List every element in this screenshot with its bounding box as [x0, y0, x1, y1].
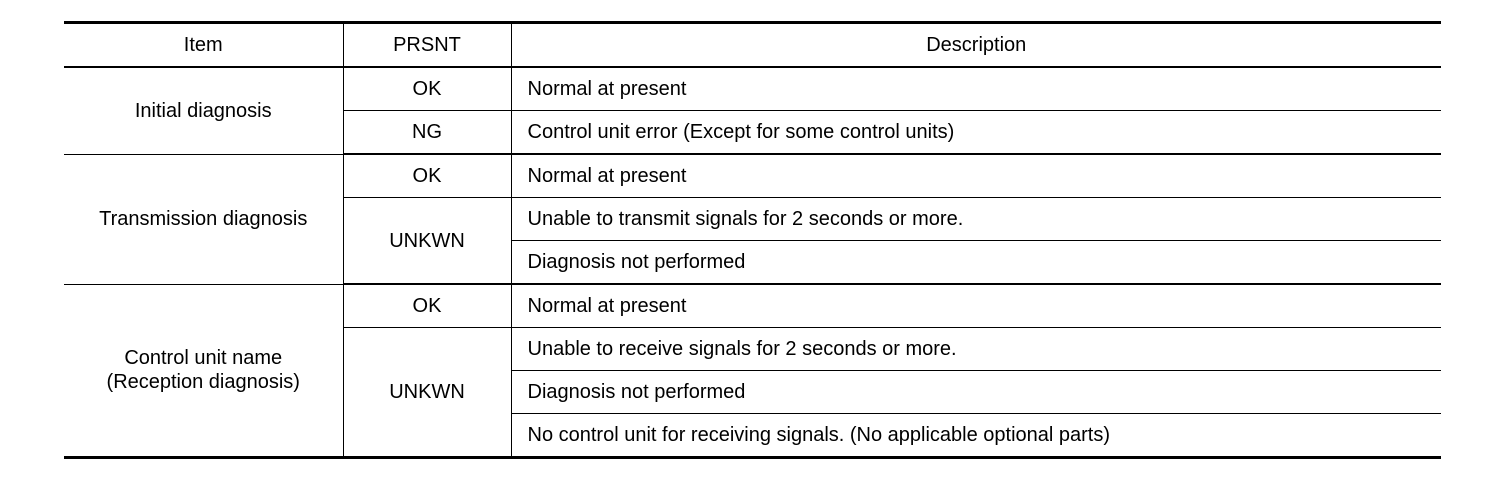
header-row	[64, 23, 1441, 68]
prsnt-cell: UNKWN	[343, 328, 511, 458]
item-reception-diagnosis	[64, 284, 343, 458]
description-cell: Unable to receive signals for 2 seconds or more.	[511, 328, 1441, 371]
table-row	[64, 154, 1441, 198]
description-cell: Unable to transmit signals for 2 seconds or more.	[511, 198, 1441, 241]
table-header	[64, 23, 1441, 68]
header-prsnt: PRSNT	[343, 23, 511, 68]
item-transmission-diagnosis: Transmission diagnosis	[64, 154, 343, 284]
item-initial-diagnosis: Initial diagnosis	[64, 67, 343, 154]
description-cell: Normal at present	[511, 284, 1441, 328]
description-cell: Diagnosis not performed	[511, 371, 1441, 414]
header-item: Item	[64, 23, 343, 68]
prsnt-cell: OK	[343, 67, 511, 111]
header-description: Description	[511, 23, 1441, 68]
prsnt-cell: UNKWN	[343, 198, 511, 285]
item-line: Control unit name	[124, 347, 283, 370]
description-cell: Normal at present	[511, 67, 1441, 111]
description-cell: Normal at present	[511, 154, 1441, 198]
table-row	[64, 67, 1441, 111]
table-row	[64, 284, 1441, 328]
diagnosis-results-table	[64, 21, 1441, 459]
description-cell: No control unit for receiving signals. (No applicable optional parts)	[511, 414, 1441, 458]
prsnt-cell: NG	[343, 111, 511, 155]
prsnt-cell: OK	[343, 284, 511, 328]
table-body	[64, 67, 1441, 458]
prsnt-cell: OK	[343, 154, 511, 198]
description-cell: Diagnosis not performed	[511, 241, 1441, 285]
description-cell: Control unit error (Except for some control units)	[511, 111, 1441, 155]
item-line: (Reception diagnosis)	[106, 371, 300, 394]
